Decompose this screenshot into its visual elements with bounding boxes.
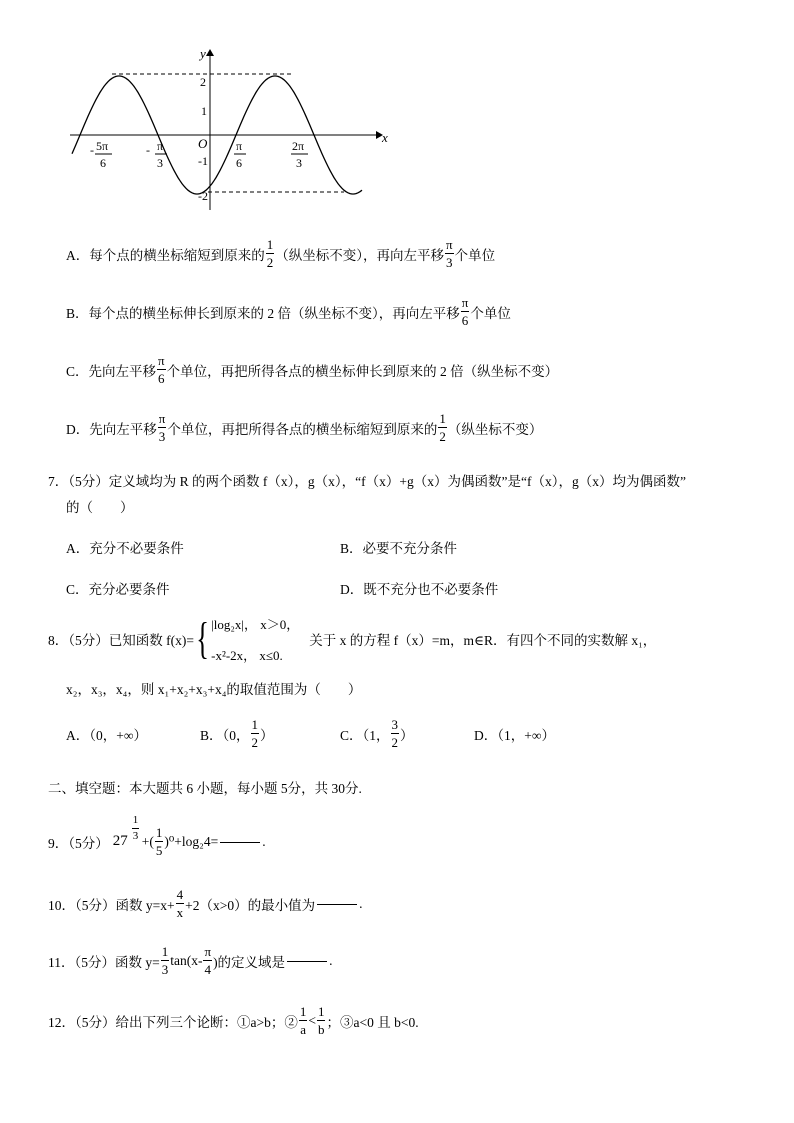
svg-text:-: - [146, 143, 150, 157]
origin-label: O [198, 136, 208, 151]
q8-option-b: B．（0， $\frac{1}{2}$ ） [200, 717, 274, 750]
sine-graph [60, 40, 400, 215]
x-tick-label [291, 139, 308, 170]
q12-stem: 12．（5分）给出下列三个论断：①a>b；② $\frac{1}{a}$ < $\frac{1}{b}$ ；③a<0 且 b<0. [48, 1004, 419, 1037]
svg-text:5π: 5π [96, 139, 109, 153]
q7-stem-cont: 的（ ） [66, 500, 134, 515]
section-heading: 二、填空题：本大题共 6 小题，每小题 5分，共 30分. [48, 781, 362, 796]
y-axis-label: y [200, 46, 206, 61]
x-tick-label [146, 139, 167, 170]
svg-text:π: π [236, 139, 243, 153]
x-tick-label [90, 139, 112, 170]
q7-option-b: B．必要不充分条件 [340, 541, 458, 556]
q10-stem: 10．（5分）函数 y=x+ $\frac{4}{x}$ +2（x>0）的最小值为 . [48, 887, 363, 920]
y-tick-label: -1 [198, 154, 208, 168]
y-tick-label: -2 [198, 189, 208, 203]
q6-option-d: D．先向左平移 $\frac{\pi}{3}$ 个单位，再把所得各点的横坐标缩短到原来的 $\frac{1}{2}$ （纵坐标不变） [66, 411, 543, 444]
q8-stem-cont: x₂，x₃，x₄，则 x₁+x₂+x₃+x₄的取值范围为（ ） [66, 682, 362, 697]
x-axis-label: x [382, 130, 388, 145]
y-tick-label: 1 [201, 104, 207, 118]
svg-text:3: 3 [296, 156, 302, 170]
q8-stem: 8．（5分）已知函数 f(x)= { |log₂x|， x＞0， -x²-2x， x≤0. 关于 x 的方程 f（x）=m，m∈R．有四个不同的实数解 x₁， [48, 614, 657, 664]
q9-stem: 9．（5分） 27 $\frac{1}{3}$ +( $\frac{1}{5}$ )⁰+log₂4= . [48, 814, 266, 858]
q8-option-c: C．（1， $\frac{3}{2}$ ） [340, 717, 414, 750]
answer-blank[interactable] [287, 960, 327, 962]
q6-option-c: C．先向左平移 $\frac{\pi}{6}$ 个单位，再把所得各点的横坐标伸长到原来的 2 倍（纵坐标不变） [66, 353, 559, 386]
q7-option-c: C．充分必要条件 [66, 582, 170, 597]
q11-stem: 11．（5分）函数 y= $\frac{1}{3}$ tan(x- $\frac{\pi}{4}$ )的定义域是 . [48, 944, 333, 977]
svg-text:-: - [90, 143, 94, 157]
q7-option-d: D．既不充分也不必要条件 [340, 582, 499, 597]
q7-option-a: A．充分不必要条件 [66, 541, 184, 556]
q7-stem: 7．（5分）定义域均为 R 的两个函数 f（x），g（x），“f（x）+g（x）为偶函数”是“f（x），g（x）均为偶函数” [48, 474, 686, 489]
svg-text:π: π [157, 139, 164, 153]
left-brace: { [196, 614, 209, 664]
q6-option-b: B．每个点的横坐标伸长到原来的 2 倍（纵坐标不变），再向左平移 $\frac{\pi}{6}$ 个单位 [66, 295, 511, 328]
svg-text:6: 6 [100, 156, 106, 170]
q8-option-d: D．（1，+∞） [474, 728, 555, 743]
q8-option-a: A．（0，+∞） [66, 728, 147, 743]
y-tick-label: 2 [200, 75, 206, 89]
svg-text:2π: 2π [292, 139, 305, 153]
q6-option-a: A．每个点的横坐标缩短到原来的 $\frac{1}{2}$ （纵坐标不变），再向左平移 $\frac{\pi}{3}$ 个单位 [66, 237, 496, 270]
svg-text:3: 3 [157, 156, 163, 170]
answer-blank[interactable] [220, 841, 260, 843]
answer-blank[interactable] [317, 903, 357, 905]
x-tick-label [234, 139, 246, 170]
svg-text:6: 6 [236, 156, 242, 170]
